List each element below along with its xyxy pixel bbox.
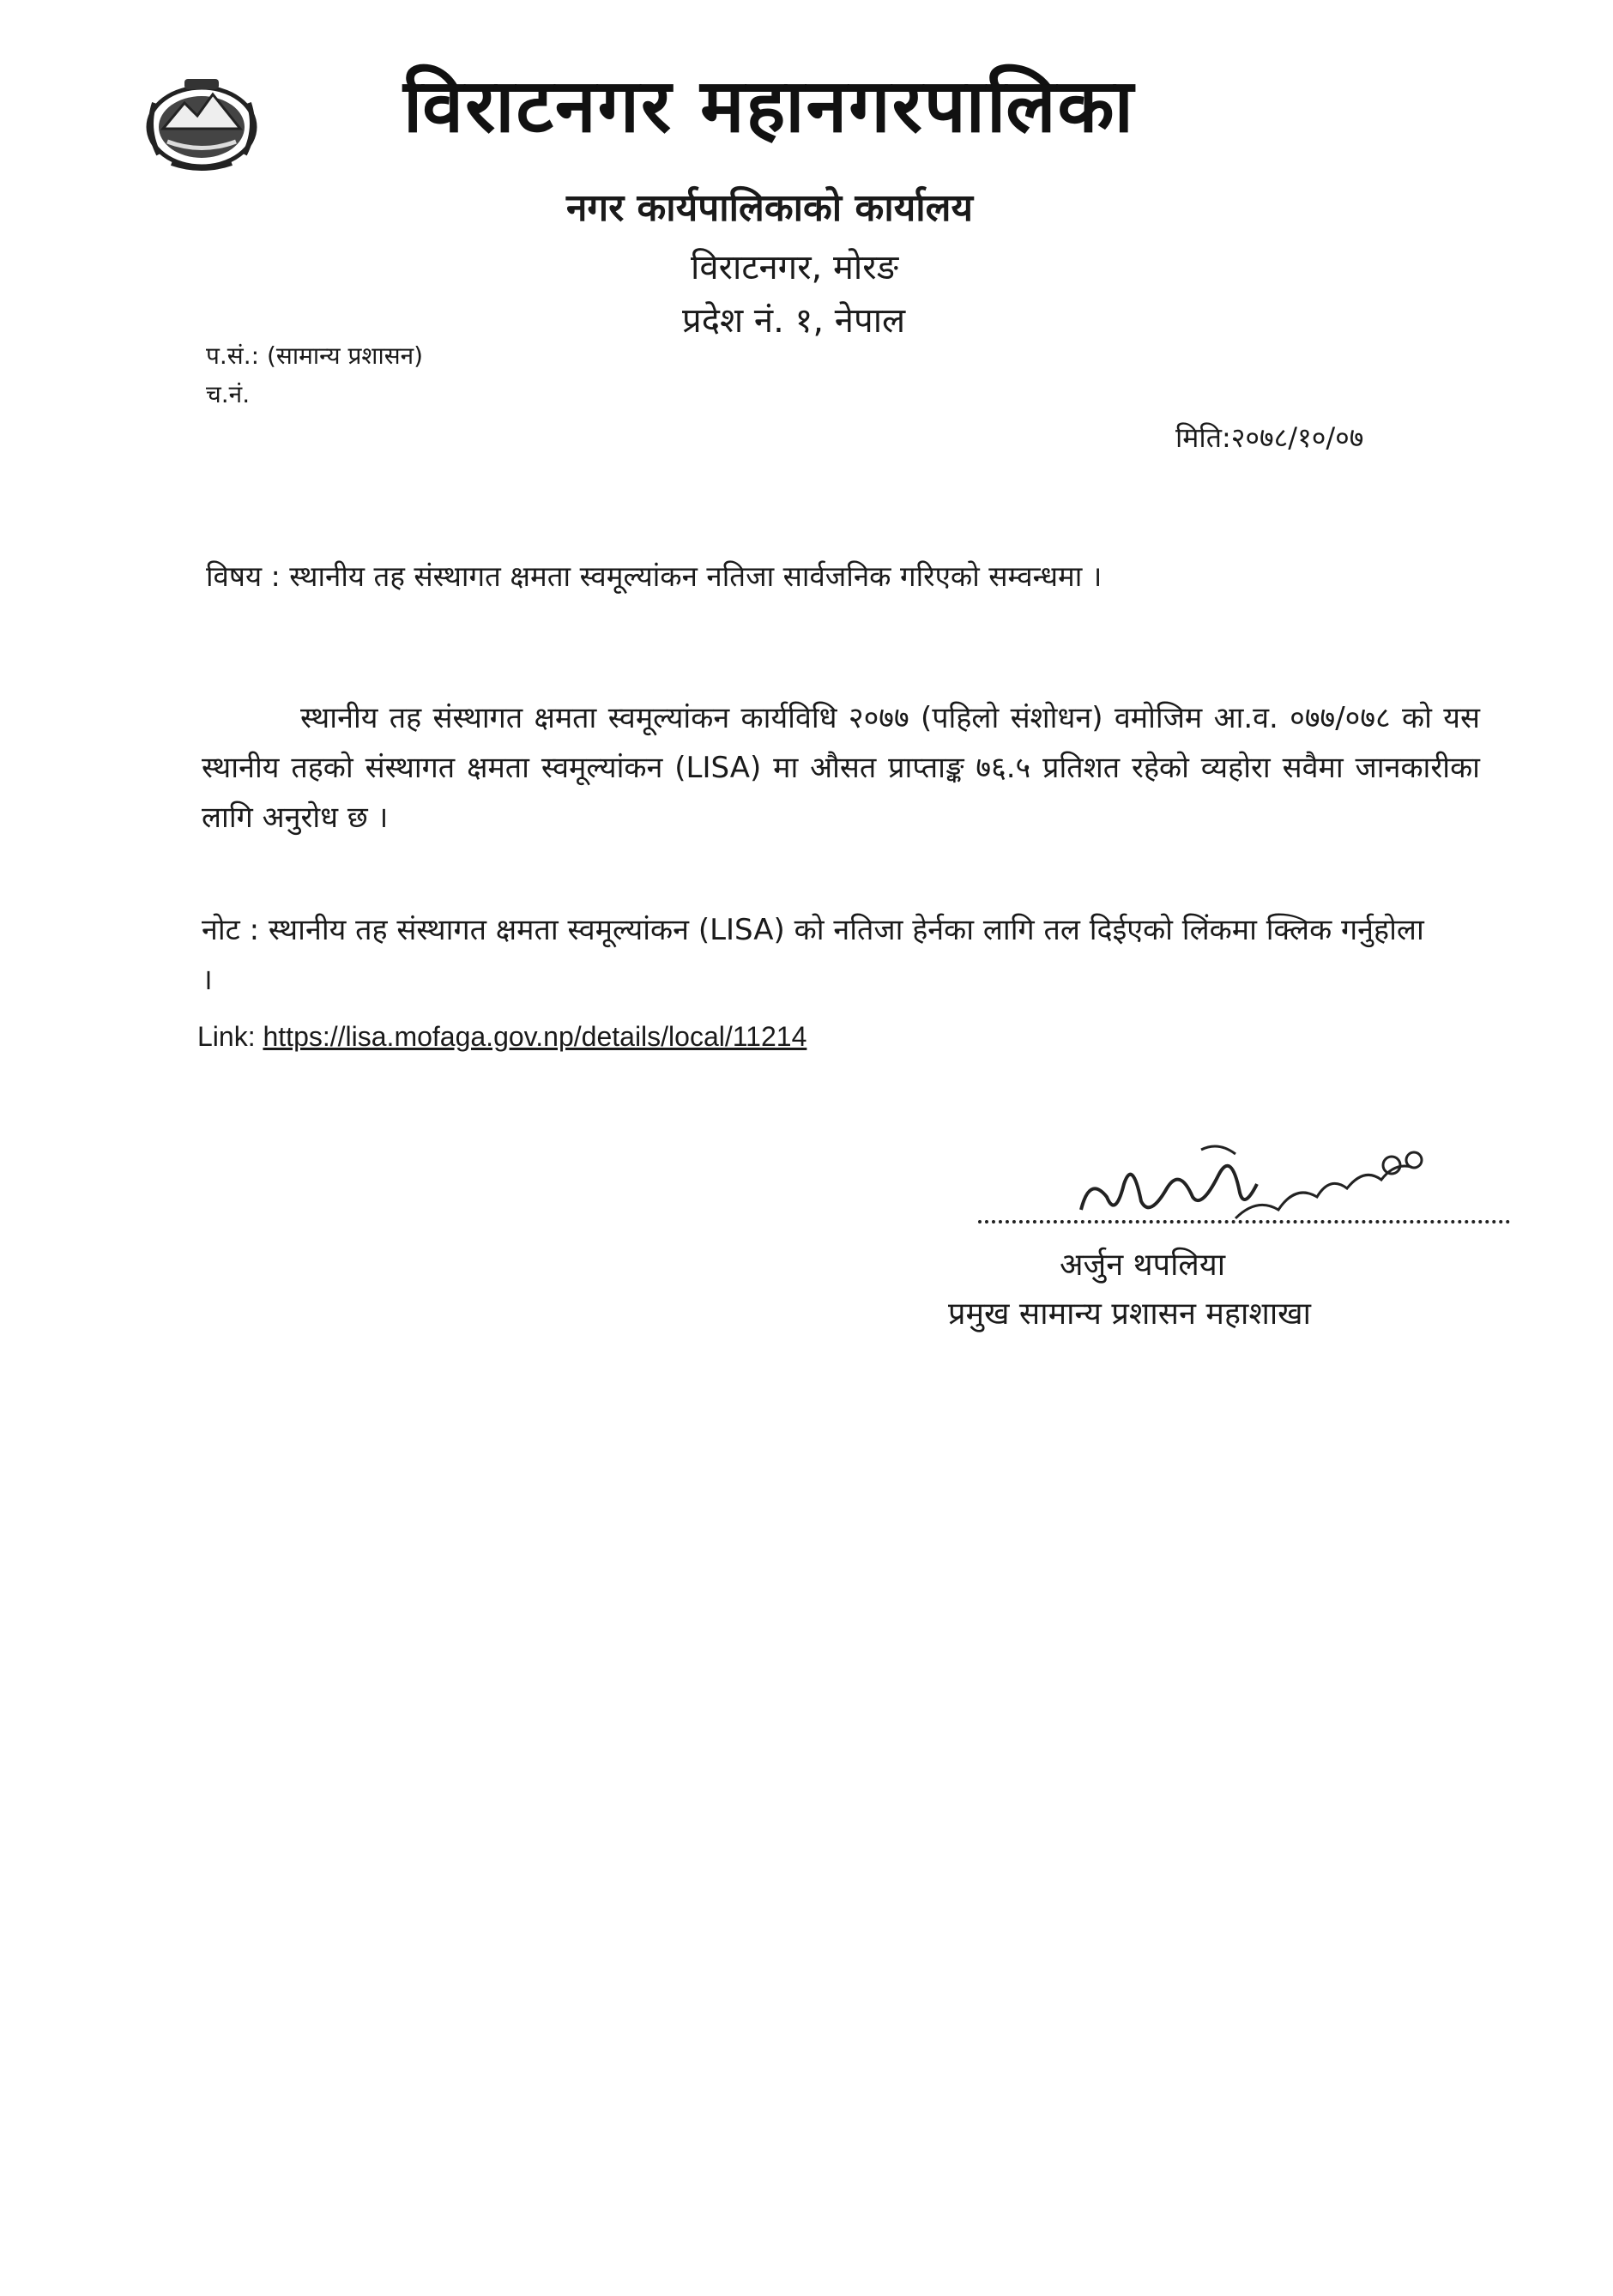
nepal-emblem-icon: [137, 69, 266, 176]
letter-note: नोट : स्थानीय तह संस्थागत क्षमता स्वमूल्यांकन (LISA) को नतिजा हेर्नका लागि तल दिईएको लिंकमा क्लिक गर्नुहोला ।: [202, 913, 1424, 997]
link-prefix: Link:: [197, 1021, 256, 1052]
office-name: नगर कार्यपालिकाको कार्यालय: [566, 186, 973, 230]
signature-line: [978, 1220, 1510, 1224]
province-line: प्रदेश नं. १, नेपाल: [682, 301, 906, 341]
reference-number: प.सं.: (सामान्य प्रशासन): [206, 341, 424, 370]
dispatch-number: च.नं.: [206, 380, 251, 408]
org-name: विराटनगर महानगरपालिका: [403, 63, 1135, 149]
address-line: विराटनगर, मोरङ: [691, 248, 899, 287]
signatory-name: अर्जुन थपलिया: [1060, 1248, 1226, 1283]
letter-subject: विषय : स्थानीय तह संस्थागत क्षमता स्वमूल्यांकन नतिजा सार्वजनिक गरिएको सम्वन्धमा ।: [206, 559, 1103, 593]
signature-icon: [1072, 1115, 1433, 1244]
letter-date: मिति:२०७८/१०/०७: [1175, 421, 1364, 454]
signatory-title: प्रमुख सामान्य प्रशासन महाशाखा: [948, 1296, 1311, 1332]
link-line: [197, 1021, 806, 1053]
lisa-link[interactable]: https://lisa.mofaga.gov.np/details/local/11214: [263, 1021, 807, 1052]
letter-body: स्थानीय तह संस्थागत क्षमता स्वमूल्यांकन कार्यविधि २०७७ (पहिलो संशोधन) वमोजिम आ.व. ०७७/०७८ को यस स्थानीय तहको संस्थागत क्षमता स्वमूल्यांकन (LISA) मा औसत प्राप्ताङ्क ७६.५ प्रतिशत रहेको व्यहोरा सवैमा जानकारीका लागि अनुरोध छ ।: [202, 701, 1480, 835]
